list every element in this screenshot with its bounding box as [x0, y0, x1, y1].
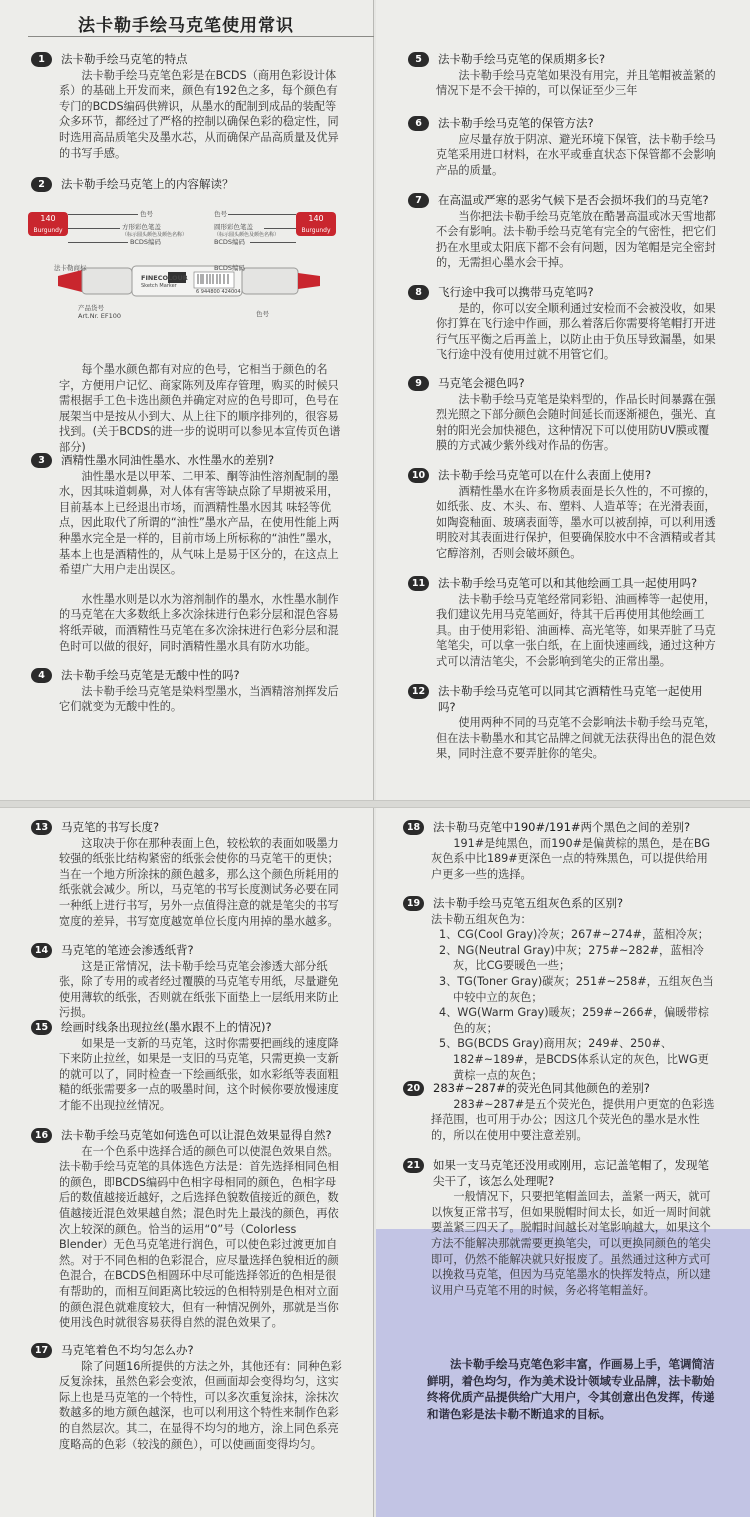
faq-title: 法卡勒手绘马克笔是无酸中性的吗?: [61, 668, 240, 682]
faq-16: [31, 1128, 343, 1331]
label-round-nib: 圆形彩色笔盖: [214, 223, 253, 231]
faq-text: 法卡勒手绘马克笔如果没有用完，并且笔帽被盖紧的情况下是不会干掉的，可以保证至少三年: [436, 68, 716, 98]
barrel-sub: Sketch Marker: [141, 283, 177, 289]
swatch-code-right: Burgundy: [301, 227, 331, 234]
list-item: 4、WG(Warm Gray)暖灰；259#~266#，偏暖带棕色的灰；: [439, 1006, 709, 1035]
faq-number: 11: [408, 576, 429, 591]
faq-5: [408, 52, 720, 99]
faq-18: [403, 820, 715, 882]
faq-text: 这取决于你在那种表面上色，较松软的表面如吸墨力较强的纸张比结构紧密的纸张会使你的马克笔干的更快；当在一个地方所涂抹的颜色越多，那么这个颜色所耗用的纸张就会减少。所以，马克笔的书写长度测试务必要在同一种纸上进行书写，另外一点值得注意的就是笔尖的书写宽度的差异，书写宽度越宽单位长度内用掉的墨水越多。: [59, 836, 339, 928]
barcode-digits: 6 944800 424004: [196, 289, 241, 295]
faq-2: [31, 177, 343, 193]
faq-text: 每个墨水颜色都有对应的色号，它相当于颜色的名字，方便用户记忆、商家陈列及库存管理，购买的时候只需根据手工色卡选出颜色并确定对应的色号即可，色号在展架当中是按从小到大、从上往下的顺序排列的，很容易找到。(关于BCDS的进一步的说明可以参见本宣传页色谱部分): [59, 363, 341, 454]
faq-title: 马克笔着色不均匀怎么办?: [61, 1343, 194, 1357]
faq-7: [408, 193, 720, 271]
faq-text: 法卡勒手绘马克笔色彩是在BCDS（商用色彩设计体系）的基础上开发而来，颜色有192色之多，每个颜色有专门的BCDS编码供辨识，从墨水的配制到成品的装配等众多环节，都经过了严格的控制以确保色彩的稳定性，同时选用高品质笔尖及墨水芯，从而确保产品高质量及优异的书写手感。: [59, 68, 339, 160]
faq-text: 法卡勒手绘马克笔是染料型的，作品长时间暴露在强烈光照之下部分颜色会随时间延长而逐渐褪色，强光、直射的阳光会加快褪色，这种情况下可以使用防UV膜或覆膜的方式减少紫外线对作品的伤害。: [436, 392, 716, 453]
faq-title: 法卡勒马克笔中190#/191#两个黑色之间的差别?: [433, 820, 691, 834]
faq-4: [31, 668, 343, 715]
faq-number: 15: [31, 1020, 52, 1035]
faq-text: 应尽量存放于阴凉、避光环境下保管，法卡勒手绘马克笔采用进口材料，在水平或垂直状态下保管都不会影响产品的质量。: [436, 132, 716, 177]
faq-number: 16: [31, 1128, 52, 1143]
label-brand-logo: 法卡勒商标: [54, 264, 87, 272]
faq-text: 当你把法卡勒手绘马克笔放在酷暑高温或冰天雪地都不会有影响。法卡勒手绘马克笔有完全的气密性，把它们扔在水里或太阳底下都不会有问题，因为笔帽是完全密封的，无需担心墨水会干掉。: [436, 209, 716, 270]
faq-text: 除了问题16所提供的方法之外，其他还有：同种色彩反复涂抹，虽然色彩会变浓，但画面却会变得均匀，这实际上也是马克笔的一个特性，可以多次重复涂抹，涂抹次数越多的地方颜色越深，也可以利用这个特性来制作色彩的自然层次。其二，在显得不均匀的地方，涂上同色系亮度略高的色彩（较浅的颜色），可以使画面变得均匀。: [59, 1359, 342, 1451]
faq-number: 7: [408, 193, 429, 208]
label-bcds-code-right: BCDS编码: [214, 238, 246, 246]
faq-number: 6: [408, 116, 429, 131]
list-item: 3、TG(Toner Gray)碳灰；251#~258#，五组灰色当中较中立的灰色；: [439, 974, 714, 1004]
faq-number: 21: [403, 1158, 424, 1173]
faq-1: [31, 52, 343, 161]
marker-diagram: [28, 206, 348, 331]
faq-number: 17: [31, 1343, 52, 1358]
label-bcds-code: BCDS编码: [130, 238, 162, 246]
faq-number: 18: [403, 820, 424, 835]
faq-text: 法卡勒手绘马克笔是染料型墨水，当酒精溶剂挥发后它们就变为无酸中性的。: [59, 684, 339, 714]
label-color-number-right: 色号: [214, 210, 227, 218]
list-item: 5、BG(BCDS Gray)商用灰；249#、250#、182#~189#，是BCDS体系认定的灰色，比WG更黄棕一点的灰色；: [439, 1037, 709, 1082]
faq-text: 这是正常情况，法卡勒手绘马克笔会渗透大部分纸张，除了专用的或者经过覆膜的马克笔专用纸，尽量避免使用薄软的纸张，否则就在纸张下面垫上一层纸用来防止污损。: [59, 959, 339, 1020]
faq-title: 283#~287#的荧光色同其他颜色的差别?: [433, 1081, 650, 1095]
faq-text: 使用两种不同的马克笔不会影响法卡勒手绘马克笔，但在法卡勒墨水和其它品牌之间就无法获得出色的混色效果，同时注意不要弄脏你的笔尖。: [436, 716, 716, 761]
faq-20: [403, 1081, 715, 1143]
faq-title: 法卡勒手绘马克笔如何选色可以让混色效果显得自然?: [61, 1128, 332, 1142]
faq-number: 20: [403, 1081, 424, 1096]
faq-text: 283#~287#是五个荧光色，提供用户更宽的色彩选择范围，也可用于办公；因这几个荧光色的墨水是水性的，所以在使用中要注意差别。: [431, 1097, 715, 1142]
closing-text: 法卡勒手绘马克笔色彩丰富，作画易上手，笔调简洁鲜明，着色均匀，作为美术设计领域专业品牌，法卡勒始终将优质产品提供给广大用户，令其创意出色发挥，传递和谐色彩是法卡勒不断追求的目标。: [427, 1357, 715, 1421]
faq-title: 马克笔的书写长度?: [61, 820, 160, 834]
title-rule: [28, 36, 374, 37]
faq-title: 如果一支马克笔还没用或刚用，忘记盖笔帽了，发现笔尖干了，该怎么处理呢?: [433, 1158, 709, 1188]
label-square-nib-sub: （标示圆头颜色及颜色名称）: [122, 232, 188, 238]
faq-title: 法卡勒手绘马克笔的保管方法?: [438, 116, 594, 130]
faq-number: 8: [408, 285, 429, 300]
faq-6: [408, 116, 720, 178]
label-product-art: Art.Nr. EF100: [78, 312, 122, 320]
faq-15: [31, 1020, 343, 1114]
list-item: 1、CG(Cool Gray)冷灰；267#~274#，蓝相冷灰；: [439, 928, 709, 942]
label-round-nib-sub: （标示圆头颜色及颜色名称）: [214, 232, 280, 238]
faq-19: [403, 896, 715, 1083]
label-product-code: 产品货号: [78, 304, 104, 312]
label-color-number2: 色号: [256, 310, 269, 318]
faq-9: [408, 376, 720, 454]
faq-number: 12: [408, 684, 429, 699]
faq-title: 飞行途中我可以携带马克笔吗?: [438, 285, 594, 299]
faq-title: 在高温或严寒的恶劣气候下是否会损坏我们的马克笔?: [438, 193, 709, 207]
faq-number: 4: [31, 668, 52, 683]
faq-11: [408, 576, 720, 670]
faq-title: 法卡勒手绘马克笔上的内容解读？: [61, 177, 234, 191]
faq-2-text: [31, 362, 343, 456]
faq-number: 2: [31, 177, 52, 192]
faq-title: 绘画时线条出现拉丝(墨水跟不上的情况)?: [61, 1020, 272, 1034]
faq-8: [408, 285, 720, 363]
right-cap-swatch: [296, 212, 336, 236]
faq-21: [403, 1158, 715, 1298]
faq-3: [31, 453, 343, 654]
faq-text: 水性墨水则是以水为溶剂制作的墨水，水性墨水制作的马克笔在大多数纸上多次涂抹进行色彩分层和混色容易将纸弄破，而酒精性马克笔在多次涂抹进行色彩分层和混色时可以做的很好，同时酒精性墨水具有防水功能。: [59, 592, 339, 653]
faq-title: 法卡勒手绘马克笔可以在什么表面上使用?: [438, 468, 652, 482]
faq-text: 酒精性墨水在许多物质表面是长久性的，不可擦的，如纸张、皮、木头、布、塑料、人造革等；在光滑表面，如陶瓷釉面、玻璃表面等，墨水可以被刮掉，可以利用透明胶对其表面进行保护，但要确保胶水中不含酒精或者其它醇溶剂，否则会破坏颜色。: [436, 484, 716, 560]
faq-number: 10: [408, 468, 429, 483]
swatch-number-right: 140: [308, 214, 324, 223]
faq-text: 法卡勒手绘马克笔经常同彩铅、油画棒等一起使用，我们建议先用马克笔画好，待其干后再使用其他绘画工具。由于使用彩铅、油画棒、高光笔等，如果弄脏了马克笔笔尖，可以拿一张白纸，在上面快速画线，通过这种方式可以清洁笔尖，不会影响到笔尖的正常出墨。: [436, 592, 716, 668]
faq-title: 法卡勒手绘马克笔可以同其它酒精性马克笔一起使用吗?: [438, 684, 703, 714]
faq-title: 马克笔会褪色吗?: [438, 376, 525, 390]
faq-text: 油性墨水是以甲苯、二甲苯、酮等油性溶剂配制的墨水，因其味道刺鼻，对人体有害等缺点除了早期被采用，目前基本上已经退出市场，而酒精性墨水因其 味轻等优点，因此取代了所谓的“油性”墨水产品，在使用性能上两种墨水完全是一样的，目前市场上所标称的“油性”墨水，基本上也是酒精性的，从气味上是易于区分的，在这点上希望广大用户走出误区。: [59, 469, 340, 577]
faq-number: 1: [31, 52, 52, 67]
faq-text: 如果是一支新的马克笔，这时你需要把画线的速度降下来防止拉丝，如果是一支旧的马克笔，只需更换一支新的就可以了，同时检查一下绘画纸张，如水彩纸等表面粗糙的纸张需要多一点的吸墨时间，这个时候你要放慢速度才能不出现拉丝情况。: [59, 1036, 339, 1112]
faq-text: 在一个色系中选择合适的颜色可以使混色效果自然。法卡勒手绘马克笔的具体选色方法是：首先选择相同色相的颜色，即BCDS编码中色相字母相同的颜色，色相字母后的数值越接近越好，之后选择色貌数值接近的颜色，数值越接近混色效果越自然；混色时先上最浅的颜色，再依次上较深的颜色。恰当的运用“0”号（Colorless Blender）无色马克笔进行润色，可以使色彩过渡更加自然。对于不同色相的色彩混合，应尽量选择色貌相近的颜色混合，在BCDS色相圆环中尽可能选择邻近的色相是很有帮助的，而相互间距离比较远的色相特别是色相对立面的颜色混色就难度较大，但有一种情况例外，那就是当你使用浅色时就很容易获得自然的混色效果了。: [59, 1144, 339, 1330]
faq-text: 191#是纯黑色，而190#是偏黄棕的黑色，是在BG灰色系中比189#更深色一点的特殊黑色，可以提供给用户更多一些的选择。: [431, 836, 710, 881]
faq-title: 法卡勒手绘马克笔的保质期多长?: [438, 52, 606, 66]
faq-number: 14: [31, 943, 52, 958]
faq-title: 马克笔的笔迹会渗透纸背?: [61, 943, 194, 957]
faq-text: 一般情况下，只要把笔帽盖回去，盖紧一两天，就可以恢复正常书写，但如果脱帽时间太长，如近一周时间就要盖紧三四天了。脱帽时间越长对笔影响越大，如果这个方法不能解决那就需要更换笔尖，可以更换同颜色的笔尖即可，仍然不能解决就只好报废了。虽然通过这种方式可以挽救马克笔，但因为马克笔墨水的快挥发特点，所以建议用户马克笔不用的时候，务必将笔帽盖好。: [431, 1190, 711, 1297]
label-bcds-code2: BCDS编码: [214, 264, 246, 272]
label-square-nib: 方形彩色笔盖: [122, 223, 161, 231]
faq-10: [408, 468, 720, 562]
label-color-number: 色号: [140, 210, 153, 218]
faq-number: 5: [408, 52, 429, 67]
faq-title: 法卡勒手绘马克笔五组灰色系的区别?: [433, 896, 624, 910]
faq-number: 3: [31, 453, 52, 468]
left-cap-swatch: [28, 212, 68, 236]
faq-number: 19: [403, 896, 424, 911]
barrel-brand: FINECOLOUR: [141, 274, 188, 282]
faq-title: 法卡勒手绘马克笔的特点: [61, 52, 188, 66]
swatch-number: 140: [40, 214, 56, 223]
faq-text: 法卡勒五组灰色为：: [431, 912, 532, 926]
faq-title: 法卡勒手绘马克笔可以和其他绘画工具一起使用吗?: [438, 576, 698, 590]
faq-text: 是的，你可以安全顺利通过安检而不会被没收，如果你打算在飞行途中作画，那么着落后你需要将笔帽打开进行气压平衡之后再盖上，以防止由于负压导致漏墨，如果飞行途中没有使用过就不用管它们。: [436, 301, 716, 362]
faq-number: 9: [408, 376, 429, 391]
swatch-code: Burgundy: [33, 227, 63, 234]
faq-17: [31, 1343, 343, 1452]
faq-title: 酒精性墨水同油性墨水、水性墨水的差别?: [61, 453, 275, 467]
gray-list: [431, 927, 715, 1083]
faq-number: 13: [31, 820, 52, 835]
page-title: 法卡勒手绘马克笔使用常识: [78, 16, 294, 36]
faq-12: [408, 684, 720, 762]
panel-divider: [0, 800, 750, 808]
list-item: 2、NG(Neutral Gray)中灰；275#~282#，蓝相冷灰，比CG要暖色一些；: [439, 943, 704, 973]
faq-14: [31, 943, 343, 1021]
marker-illustration: [58, 258, 328, 304]
faq-13: [31, 820, 343, 929]
